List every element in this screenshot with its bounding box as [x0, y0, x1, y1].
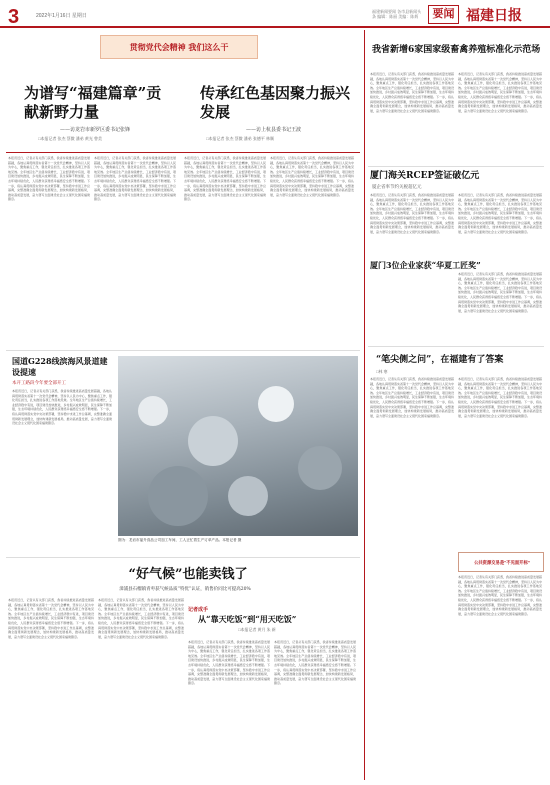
right-top-body: 本报讯近日，记者从有关部门获悉，我省持续推进高质量发展超越，各地认真贯彻落实省第十一次党代会精神，坚持以人民为中心，聚焦重点工作，强化责任担当，扎实推进各项工作落地见效。全年地区生产总值持续增长，工业经济稳中有进，项目建设加快推进，乡村振兴成效明显，民生保障不断加强，生态环境持续优化，人民群众获得感幸福感安全感不断增强。下一步，将认真贯彻落实党中央决策部署，坚持稳中求进工作总基调，完整准确全面贯彻新发展理念，加快构建新发展格局，推动高质量发展，奋力谱写全面建设社会主义现代化国家福建篇章。 [370, 72, 454, 113]
reporter-title: 从“靠天吃饭”到“用天吃饭” [198, 614, 297, 624]
subtitle-left: ——访龙岩市新罗区委书记张锋 [60, 127, 131, 133]
photo-caption: 图为：龙岩市福升食品公司加工车间，工人正忙着生产订单产品。本报记者 摄 [118, 538, 242, 542]
divider [6, 557, 360, 558]
opinion-body: 本报讯近日，记者从有关部门获悉，我省持续推进高质量发展超越，各地认真贯彻落实省第十一次党代会精神，坚持以人民为中心，聚焦重点工作，强化责任担当，扎实推进各项工作落地见效。全年地区生产总值持续增长，工业经济稳中有进，项目建设加快推进，乡村振兴成效明显，民生保障不断加强，生态环境持续优化，人民群众获得感幸福感安全感不断增强。下一步，将认真贯彻落实党中央决策部署，坚持稳中求进工作总基调，完整准确全面贯彻新发展理念，加快构建新发展格局，推动高质量发展，奋力谱写全面建设社会主义现代化国家福建篇章。 [458, 377, 542, 418]
article-column: 本报讯近日，记者从有关部门获悉，我省持续推进高质量发展超越，各地认真贯彻落实省第十一次党代会精神，坚持以人民为中心，聚焦重点工作，强化责任担当，扎实推进各项工作落地见效。全年地区生产总值持续增长，工业经济稳中有进，项目建设加快推进，乡村振兴成效明显，民生保障不断加强，生态环境持续优化，人民群众获得感幸福感安全感不断增强。下一步，将认真贯彻落实党中央决策部署，坚持稳中求进工作总基调，完整准确全面贯彻新发展理念，加快构建新发展格局，推动高质量发展，奋力谱写全面建设社会主义现代化国家福建篇章。 [94, 156, 176, 202]
opinion-title: “笔尖侧之问”，在福建有了答案 [376, 355, 504, 365]
divider [6, 350, 360, 351]
subtitle-right: ——访上杭县委书记王波 [246, 127, 302, 133]
xiamen-body: 本报讯近日，记者从有关部门获悉，我省持续推进高质量发展超越，各地认真贯彻落实省第十一次党代会精神，坚持以人民为中心，聚焦重点工作，强化责任担当，扎实推进各项工作落地见效。全年地区生产总值持续增长，工业经济稳中有进，项目建设加快推进，乡村振兴成效明显，民生保障不断加强，生态环境持续优化，人民群众获得感幸福感安全感不断增强。下一步，将认真贯彻落实党中央决策部署，坚持稳中求进工作总基调，完整准确全面贯彻新发展理念，加快构建新发展格局，推动高质量发展，奋力谱写全面建设社会主义现代化国家福建篇章。 [458, 272, 542, 313]
headline-right: 传承红色基因聚力振兴发展 [200, 84, 351, 121]
banner [100, 35, 258, 59]
g228-title: 国道G228线滨海风景道建设提速 [12, 356, 108, 377]
weather-body: 本报讯近日，记者从有关部门获悉，我省持续推进高质量发展超越，各地认真贯彻落实省第十一次党代会精神，坚持以人民为中心，聚焦重点工作，强化责任担当，扎实推进各项工作落地见效。全年地区生产总值持续增长，工业经济稳中有进，项目建设加快推进，乡村振兴成效明显，民生保障不断加强，生态环境持续优化，人民群众获得感幸福感安全感不断增强。下一步，将认真贯彻落实党中央决策部署，坚持稳中求进工作总基调，完整准确全面贯彻新发展理念，加快构建新发展格局，推动高质量发展，奋力谱写全面建设社会主义现代化国家福建篇章。 [98, 598, 184, 639]
header-note: 福建新闻要闻 各市县新闻头条 编辑：陈丽 美编：陈炳 [372, 9, 422, 19]
article-column: 本报讯近日，记者从有关部门获悉，我省持续推进高质量发展超越，各地认真贯彻落实省第十一次党代会精神，坚持以人民为中心，聚焦重点工作，强化责任担当，扎实推进各项工作落地见效。全年地区生产总值持续增长，工业经济稳中有进，项目建设加快推进，乡村振兴成效明显，民生保障不断加强，生态环境持续优化，人民群众获得感幸福感安全感不断增强。下一步，将认真贯彻落实党中央决策部署，坚持稳中求进工作总基调，完整准确全面贯彻新发展理念，加快构建新发展格局，推动高质量发展，奋力谱写全面建设社会主义现代化国家福建篇章。 [270, 156, 354, 197]
reporter-kicker: 记者成手 [188, 607, 209, 613]
weather-body: 本报讯近日，记者从有关部门获悉，我省持续推进高质量发展超越，各地认真贯彻落实省第十一次党代会精神，坚持以人民为中心，聚焦重点工作，强化责任担当，扎实推进各项工作落地见效。全年地区生产总值持续增长，工业经济稳中有进，项目建设加快推进，乡村振兴成效明显，民生保障不断加强，生态环境持续优化，人民群众获得感幸福感安全感不断增强。下一步，将认真贯彻落实党中央决策部署，坚持稳中求进工作总基调，完整准确全面贯彻新发展理念，加快构建新发展格局，推动高质量发展，奋力谱写全面建设社会主义现代化国家福建篇章。 [8, 598, 94, 639]
divider [368, 346, 544, 347]
byline-right: □本报记者 张杰 蔡微 潘弟 张德平 林顺 [206, 136, 274, 141]
column-divider [364, 30, 365, 780]
opinion-body: 本报讯近日，记者从有关部门获悉，我省持续推进高质量发展超越，各地认真贯彻落实省第十一次党代会精神，坚持以人民为中心，聚焦重点工作，强化责任担当，扎实推进各项工作落地见效。全年地区生产总值持续增长，工业经济稳中有进，项目建设加快推进，乡村振兴成效明显，民生保障不断加强，生态环境持续优化，人民群众获得感幸福感安全感不断增强。下一步，将认真贯彻落实党中央决策部署，坚持稳中求进工作总基调，完整准确全面贯彻新发展理念，加快构建新发展格局，推动高质量发展，奋力谱写全面建设社会主义现代化国家福建篇章。 [370, 377, 454, 418]
right-top-body: 本报讯近日，记者从有关部门获悉，我省持续推进高质量发展超越，各地认真贯彻落实省第十一次党代会精神，坚持以人民为中心，聚焦重点工作，强化责任担当，扎实推进各项工作落地见效。全年地区生产总值持续增长，工业经济稳中有进，项目建设加快推进，乡村振兴成效明显，民生保障不断加强，生态环境持续优化，人民群众获得感幸福感安全感不断增强。下一步，将认真贯彻落实党中央决策部署，坚持稳中求进工作总基调，完整准确全面贯彻新发展理念，加快构建新发展格局，推动高质量发展，奋力谱写全面建设社会主义现代化国家福建篇章。 [458, 72, 542, 113]
page-date: 2022年1月16日 星期日 [36, 13, 87, 19]
opinion-byline: □林 寒 [376, 369, 388, 374]
opinion-body: 本报讯近日，记者从有关部门获悉，我省持续推进高质量发展超越，各地认真贯彻落实省第十一次党代会精神，坚持以人民为中心，聚焦重点工作，强化责任担当，扎实推进各项工作落地见效。全年地区生产总值持续增长，工业经济稳中有进，项目建设加快推进，乡村振兴成效明显，民生保障不断加强，生态环境持续优化，人民群众获得感幸福感安全感不断增强。下一步，将认真贯彻落实党中央决策部署，坚持稳中求进工作总基调，完整准确全面贯彻新发展理念，加快构建新发展格局，推动高质量发展，奋力谱写全面建设社会主义现代化国家福建篇章。 [458, 575, 542, 616]
weather-subtitle: 漳浦县石榴镇青枣获气候品质“特优”认证，销售价同比可提高20% [119, 587, 251, 592]
quote-box [458, 552, 544, 572]
article-column: 本报讯近日，记者从有关部门获悉，我省持续推进高质量发展超越，各地认真贯彻落实省第十一次党代会精神，坚持以人民为中心，聚焦重点工作，强化责任担当，扎实推进各项工作落地见效。全年地区生产总值持续增长，工业经济稳中有进，项目建设加快推进，乡村振兴成效明显，民生保障不断加强，生态环境持续优化，人民群众获得感幸福感安全感不断增强。下一步，将认真贯彻落实党中央决策部署，坚持稳中求进工作总基调，完整准确全面贯彻新发展理念，加快构建新发展格局，推动高质量发展，奋力谱写全面建设社会主义现代化国家福建篇章。 [8, 156, 90, 202]
reporter-box [188, 606, 356, 636]
article-column: 本报讯近日，记者从有关部门获悉，我省持续推进高质量发展超越，各地认真贯彻落实省第十一次党代会精神，坚持以人民为中心，聚焦重点工作，强化责任担当，扎实推进各项工作落地见效。全年地区生产总值持续增长，工业经济稳中有进，项目建设加快推进，乡村振兴成效明显，民生保障不断加强，生态环境持续优化，人民群众获得感幸福感安全感不断增强。下一步，将认真贯彻落实党中央决策部署，坚持稳中求进工作总基调，完整准确全面贯彻新发展理念，加快构建新发展格局，推动高质量发展，奋力谱写全面建设社会主义现代化国家福建篇章。 [184, 156, 266, 202]
g228-body: 本报讯近日，记者从有关部门获悉，我省持续推进高质量发展超越，各地认真贯彻落实省第十一次党代会精神，坚持以人民为中心，聚焦重点工作，强化责任担当，扎实推进各项工作落地见效。全年地区生产总值持续增长，工业经济稳中有进，项目建设加快推进，乡村振兴成效明显，民生保障不断加强，生态环境持续优化，人民群众获得感幸福感安全感不断增强。下一步，将认真贯彻落实党中央决策部署，坚持稳中求进工作总基调，完整准确全面贯彻新发展理念，加快构建新发展格局，推动高质量发展，奋力谱写全面建设社会主义现代化国家福建篇章。 [12, 389, 112, 426]
reporter-body: 本报讯近日，记者从有关部门获悉，我省持续推进高质量发展超越，各地认真贯彻落实省第十一次党代会精神，坚持以人民为中心，聚焦重点工作，强化责任担当，扎实推进各项工作落地见效。全年地区生产总值持续增长，工业经济稳中有进，项目建设加快推进，乡村振兴成效明显，民生保障不断加强，生态环境持续优化，人民群众获得感幸福感安全感不断增强。下一步，将认真贯彻落实党中央决策部署，坚持稳中求进工作总基调，完整准确全面贯彻新发展理念，加快构建新发展格局，推动高质量发展，奋力谱写全面建设社会主义现代化国家福建篇章。 [274, 640, 356, 686]
section-label: 要闻 [428, 5, 459, 24]
divider [368, 166, 544, 167]
g228-subtitle: 本开工路段今年要全部开工 [12, 380, 66, 385]
divider [6, 152, 360, 153]
right-top-title: 我省新增6家国家级畜禽养殖标准化示范场 [372, 45, 541, 55]
rcep-title: 厦门海关RCEP签证破亿元 [370, 171, 480, 181]
reporter-body: 本报讯近日，记者从有关部门获悉，我省持续推进高质量发展超越，各地认真贯彻落实省第十一次党代会精神，坚持以人民为中心，聚焦重点工作，强化责任担当，扎实推进各项工作落地见效。全年地区生产总值持续增长，工业经济稳中有进，项目建设加快推进，乡村振兴成效明显，民生保障不断加强，生态环境持续优化，人民群众获得感幸福感安全感不断增强。下一步，将认真贯彻落实党中央决策部署，坚持稳中求进工作总基调，完整准确全面贯彻新发展理念，加快构建新发展格局，推动高质量发展，奋力谱写全面建设社会主义现代化国家福建篇章。 [188, 640, 270, 686]
byline-left: □本报记者 张杰 蔡微 潘弟 黄光 曾美 [38, 136, 102, 141]
brand-logo: 福建日报 [466, 8, 522, 24]
reporter-byline: □本报记者 黄月 朱 新 [238, 627, 276, 632]
quote-text: 公共资源交易是“不见面开标” [474, 560, 530, 565]
xiamen-title: 厦门3位企业家获“华夏工匠奖” [370, 260, 481, 270]
headline-left: 为谱写“福建篇章”贡献新野力量 [24, 84, 162, 121]
weather-title: “好气候”也能卖钱了 [128, 567, 248, 582]
rcep-body: 本报讯近日，记者从有关部门获悉，我省持续推进高质量发展超越，各地认真贯彻落实省第十一次党代会精神，坚持以人民为中心，聚焦重点工作，强化责任担当，扎实推进各项工作落地见效。全年地区生产总值持续增长，工业经济稳中有进，项目建设加快推进，乡村振兴成效明显，民生保障不断加强，生态环境持续优化，人民群众获得感幸福感安全感不断增强。下一步，将认真贯彻落实党中央决策部署，坚持稳中求进工作总基调，完整准确全面贯彻新发展理念，加快构建新发展格局，推动高质量发展，奋力谱写全面建设社会主义现代化国家福建篇章。 [370, 193, 454, 234]
rcep-subtitle: 厦企省率节约关税超亿元 [372, 185, 422, 190]
factory-photo [118, 356, 358, 536]
rcep-body: 本报讯近日，记者从有关部门获悉，我省持续推进高质量发展超越，各地认真贯彻落实省第十一次党代会精神，坚持以人民为中心，聚焦重点工作，强化责任担当，扎实推进各项工作落地见效。全年地区生产总值持续增长，工业经济稳中有进，项目建设加快推进，乡村振兴成效明显，民生保障不断加强，生态环境持续优化，人民群众获得感幸福感安全感不断增强。下一步，将认真贯彻落实党中央决策部署，坚持稳中求进工作总基调，完整准确全面贯彻新发展理念，加快构建新发展格局，推动高质量发展，奋力谱写全面建设社会主义现代化国家福建篇章。 [458, 193, 542, 234]
banner-text: 贯彻党代会精神 我们这么干 [129, 42, 229, 52]
page-number: 3 [8, 6, 20, 28]
